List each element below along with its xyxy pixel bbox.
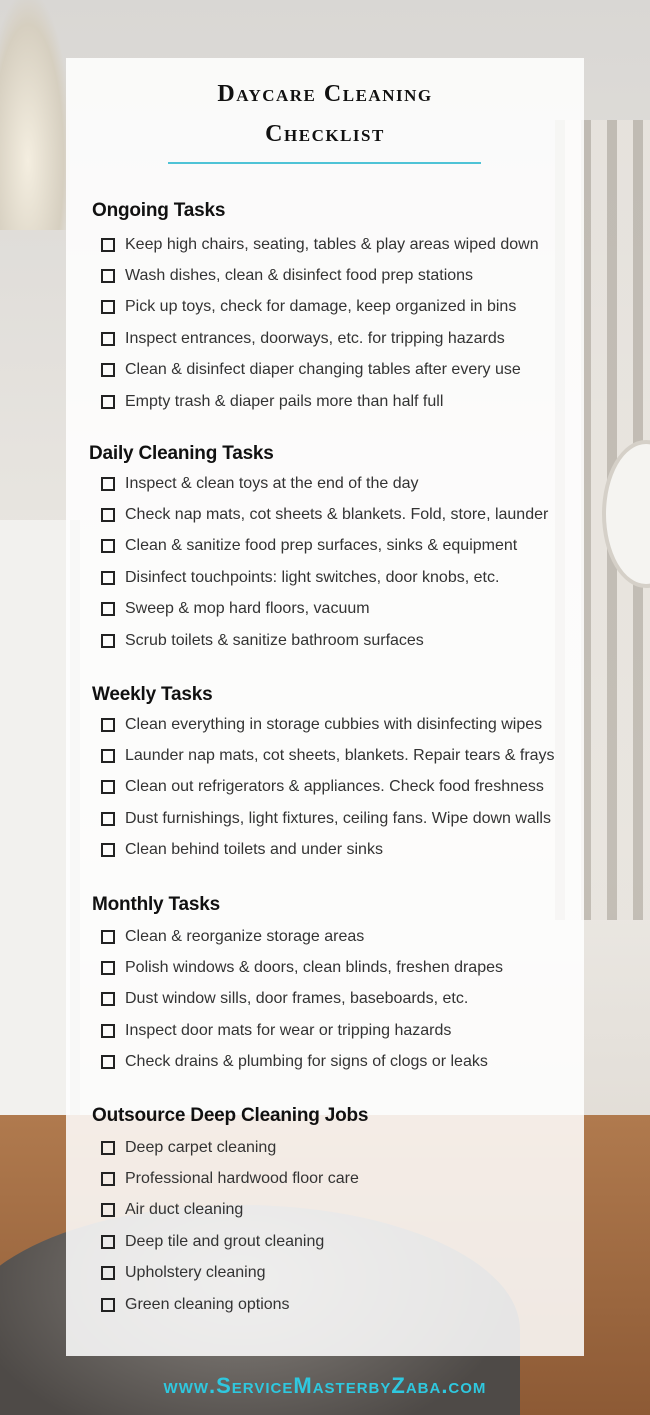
item-label: Pick up toys, check for damage, keep organized in bins	[125, 298, 517, 316]
empty-checkbox-icon[interactable]	[101, 1266, 115, 1280]
empty-checkbox-icon[interactable]	[101, 718, 115, 732]
item-label: Check drains & plumbing for signs of clogs or leaks	[125, 1053, 488, 1071]
checklist-item[interactable]	[101, 740, 584, 771]
item-label: Disinfect touchpoints: light switches, door knobs, etc.	[125, 568, 500, 586]
empty-checkbox-icon[interactable]	[101, 602, 115, 616]
item-label: Dust window sills, door frames, baseboards, etc.	[125, 990, 469, 1008]
empty-checkbox-icon[interactable]	[101, 300, 115, 314]
empty-checkbox-icon[interactable]	[101, 1055, 115, 1069]
checklist-item[interactable]	[101, 835, 584, 866]
title-line-2: Checklist	[265, 121, 385, 147]
empty-checkbox-icon[interactable]	[101, 634, 115, 648]
checklist-item[interactable]	[101, 531, 584, 562]
item-label: Clean & disinfect diaper changing tables after every use	[125, 361, 521, 379]
empty-checkbox-icon[interactable]	[101, 395, 115, 409]
checklist-item[interactable]	[101, 594, 584, 625]
section-weekly	[66, 683, 584, 866]
title-line-1: Daycare Cleaning	[217, 81, 433, 107]
item-label: Polish windows & doors, clean blinds, freshen drapes	[125, 959, 503, 977]
item-label: Clean everything in storage cubbies with disinfecting wipes	[125, 715, 543, 733]
item-label: Inspect entrances, doorways, etc. for tripping hazards	[125, 329, 505, 347]
item-label: Upholstery cleaning	[125, 1264, 266, 1282]
section-outsource	[66, 1104, 584, 1320]
website-link[interactable]: www.ServiceMasterbyZaba.com	[163, 1373, 487, 1398]
item-label: Keep high chairs, seating, tables & play areas wiped down	[125, 235, 539, 253]
checklist-item[interactable]	[101, 499, 584, 530]
item-label: Wash dishes, clean & disinfect food prep stations	[125, 267, 474, 285]
empty-checkbox-icon[interactable]	[101, 843, 115, 857]
item-label: Check nap mats, cot sheets & blankets. Fold, store, launder	[125, 506, 549, 524]
section-heading: Weekly Tasks	[92, 684, 213, 705]
section-daily	[66, 442, 584, 656]
checklist-item[interactable]	[101, 921, 584, 952]
checklist-item[interactable]	[101, 709, 584, 740]
checklist-item[interactable]	[101, 984, 584, 1015]
empty-checkbox-icon[interactable]	[101, 961, 115, 975]
checklist-item[interactable]	[101, 1015, 584, 1046]
checklist-item[interactable]	[101, 803, 584, 834]
checklist-card	[66, 58, 584, 1356]
checklist-item[interactable]	[101, 386, 584, 417]
item-label: Sweep & mop hard floors, vacuum	[125, 600, 370, 618]
checklist-item[interactable]	[101, 229, 584, 260]
empty-checkbox-icon[interactable]	[101, 1298, 115, 1312]
item-label: Launder nap mats, cot sheets, blankets. Repair tears & frays	[125, 747, 555, 765]
checklist-item[interactable]	[101, 1258, 584, 1289]
empty-checkbox-icon[interactable]	[101, 269, 115, 283]
section-heading: Daily Cleaning Tasks	[89, 443, 274, 464]
checklist-item[interactable]	[101, 323, 584, 354]
item-label: Clean & sanitize food prep surfaces, sinks & equipment	[125, 537, 518, 555]
empty-checkbox-icon[interactable]	[101, 539, 115, 553]
item-label: Green cleaning options	[125, 1295, 290, 1313]
section-heading: Outsource Deep Cleaning Jobs	[92, 1105, 369, 1126]
empty-checkbox-icon[interactable]	[101, 571, 115, 585]
empty-checkbox-icon[interactable]	[101, 508, 115, 522]
item-label: Air duct cleaning	[125, 1201, 244, 1219]
checklist-item[interactable]	[101, 1047, 584, 1078]
item-label: Scrub toilets & sanitize bathroom surfaces	[125, 631, 424, 649]
section-ongoing	[66, 199, 584, 417]
checklist-item[interactable]	[101, 1195, 584, 1226]
empty-checkbox-icon[interactable]	[101, 1203, 115, 1217]
empty-checkbox-icon[interactable]	[101, 930, 115, 944]
empty-checkbox-icon[interactable]	[101, 332, 115, 346]
empty-checkbox-icon[interactable]	[101, 238, 115, 252]
checklist-item[interactable]	[101, 292, 584, 323]
empty-checkbox-icon[interactable]	[101, 992, 115, 1006]
item-label: Deep carpet cleaning	[125, 1138, 277, 1156]
checklist-item[interactable]	[101, 1226, 584, 1257]
checklist-item[interactable]	[101, 1163, 584, 1194]
item-label: Clean & reorganize storage areas	[125, 927, 365, 945]
empty-checkbox-icon[interactable]	[101, 477, 115, 491]
checklist-item[interactable]	[101, 952, 584, 983]
empty-checkbox-icon[interactable]	[101, 1172, 115, 1186]
empty-checkbox-icon[interactable]	[101, 363, 115, 377]
item-label: Clean out refrigerators & appliances. Check food freshness	[125, 778, 544, 796]
item-label: Empty trash & diaper pails more than half full	[125, 392, 444, 410]
title-divider	[168, 162, 481, 164]
empty-checkbox-icon[interactable]	[101, 749, 115, 763]
empty-checkbox-icon[interactable]	[101, 780, 115, 794]
item-label: Clean behind toilets and under sinks	[125, 841, 383, 859]
checklist-item[interactable]	[101, 468, 584, 499]
section-heading: Monthly Tasks	[92, 894, 220, 915]
empty-checkbox-icon[interactable]	[101, 1141, 115, 1155]
empty-checkbox-icon[interactable]	[101, 812, 115, 826]
checklist-item[interactable]	[101, 1132, 584, 1163]
section-heading: Ongoing Tasks	[92, 200, 226, 221]
item-label: Dust furnishings, light fixtures, ceiling fans. Wipe down walls	[125, 809, 551, 827]
item-label: Professional hardwood floor care	[125, 1170, 359, 1188]
checklist-item[interactable]	[101, 355, 584, 386]
page-title	[66, 74, 584, 154]
checklist-item[interactable]	[101, 625, 584, 656]
checklist-item[interactable]	[101, 772, 584, 803]
empty-checkbox-icon[interactable]	[101, 1235, 115, 1249]
item-label: Inspect & clean toys at the end of the day	[125, 474, 419, 492]
item-label: Inspect door mats for wear or tripping hazards	[125, 1021, 452, 1039]
checklist-item[interactable]	[101, 562, 584, 593]
checklist-item[interactable]	[101, 260, 584, 291]
background-chandelier	[0, 0, 70, 230]
checklist-item[interactable]	[101, 1289, 584, 1320]
empty-checkbox-icon[interactable]	[101, 1024, 115, 1038]
item-label: Deep tile and grout cleaning	[125, 1232, 325, 1250]
section-monthly	[66, 893, 584, 1078]
